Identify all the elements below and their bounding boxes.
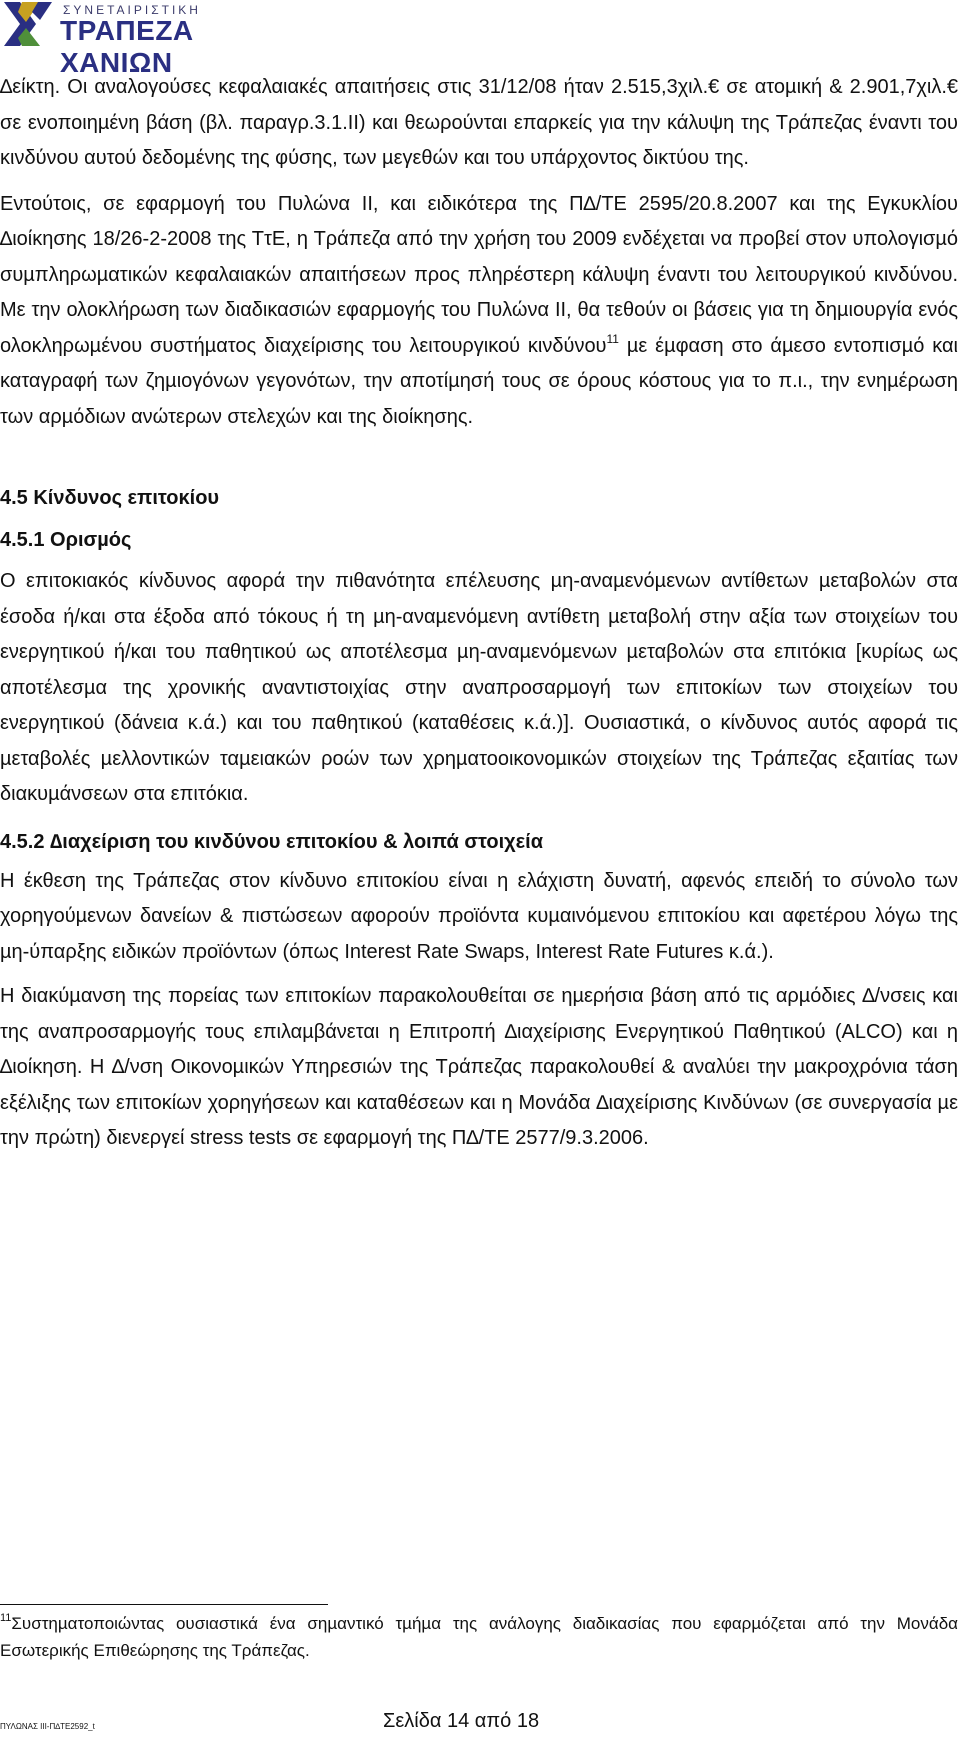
paragraph-capital-requirements: ∆είκτη. Οι αναλογούσες κεφαλαιακές απαιτήσεις στις 31/12/08 ήταν 2.515,3χιλ.€ σε ατοµική & 2.901,7χιλ.€ σε ενοποιηµένη βάση (βλ. παραγρ.3.1.ΙΙ) και θεωρούνται επαρκείς για την κάλυψη της Τράπεζας έναντι του κινδύνου αυτού δεδοµένης της φύσης, των µεγεθών και του υπάρχοντος δικτύου της. [0,76,958,169]
section-heading-interest-rate-risk: 4.5 Κίνδυνος επιτοκίου [0,487,220,509]
document-code: ΠΥΛΩΝΑΣ ΙΙΙ-Π∆ΤΕ2592_t [0,1722,95,1731]
paragraph-pillar-two [0,187,960,436]
footnote-text: Συστηµατοποιώντας ουσιαστικά ένα σηµαντικό τµήµα της ανάλογης διαδικασίας που εφαρµόζεται από την Μονάδα Εσωτερικής Επιθεώρησης της Τράπεζας. [0,1614,958,1660]
paragraph-exposure: Η έκθεση της Τράπεζας στον κίνδυνο επιτοκίου είναι η ελάχιστη δυνατή, αφενός επειδή το σύνολο των χορηγούµενων δανείων & πιστώσεων αφορούν προϊόντα κυµαινόµενου επιτοκίου και αφετέρου λόγω της µη-ύπαρξης ειδικών προϊόντων (όπως Interest Rate Swaps, Interest Rate Futures κ.ά.). [0,869,958,963]
paragraph-definition: Ο επιτοκιακός κίνδυνος αφορά την πιθανότητα επέλευσης µη-αναµενόµενων αντίθετων µεταβολών στα έσοδα ή/και στα έξοδα από τόκους ή τη µη-αναµενόµενη αντίθετη µεταβολή στην αξία των στοιχείων του ενεργητικού ή/και του παθητικού ως αποτέλεσµα µη-αναµενόµενων µεταβολών στα επιτόκια [κυρίως ως αποτέλεσµα της χρονικής αναντιστοιχίας στην αναπροσαρµογή των επιτοκίων των στοιχείων του ενεργητικού (δάνεια κ.ά.) και του παθητικού (καταθέσεις κ.ά.)]. Ουσιαστικά, ο κίνδυνος αυτός αφορά τις µεταβολές µελλοντικών ταµειακών ροών των χρηµατοοικονοµικών στοιχείων της Τράπεζας εξαιτίας των διακυµάνσεων στα επιτόκια. [0,570,958,805]
logo-subtitle: ΣΥΝΕΤΑΙΡΙΣΤΙΚΗ [63,3,201,17]
page-number: Σελίδα 14 από 18 [383,1710,540,1732]
footnote [0,1610,958,1664]
paragraph-pillar-two-text-cont: µε έµφαση στο άµεσο εντοπισµό και καταγραφή των ζηµιογόνων γεγονότων, την αποτίµησή τους σε όρους κόστους για το π.ι., την ενηµέρωση των αρµόδιων ανώτερων στελεχών και της διοίκησης. [0,334,958,428]
footnote-mark: 11 [0,1612,12,1624]
bank-logo [0,0,260,78]
subsection-heading-definition: 4.5.1 Ορισµός [0,529,132,551]
paragraph-pillar-two-text: Εντούτοις, σε εφαρµογή του Πυλώνα ΙΙ, και ειδικότερα της Π∆/ΤΕ 2595/20.8.2007 και της Εγκυκλίου ∆ιοίκησης 18/26-2-2008 της ΤτΕ, η Τράπεζα από την χρήση του 2009 ενδέχεται να προβεί στον υπολογισµό συµπληρωµατικών κεφαλαιακών απαιτήσεων προς πληρέστερη κάλυψη έναντι του λειτουργικού κινδύνου. Με την ολοκλήρωση των διαδικασιών εφαρµογής του Πυλώνα ΙΙ, θα τεθούν οι βάσεις για τη δηµιουργία ενός ολοκληρωµένου συστήµατος διαχείρισης του λειτουργικού κινδύνου [0,192,958,357]
subsection-heading-management: 4.5.2 ∆ιαχείριση του κινδύνου επιτοκίου & λοιπά στοιχεία [0,830,544,853]
footnote-divider [0,1604,328,1605]
paragraph-monitoring: Η διακύµανση της πορείας των επιτοκίων παρακολουθείται σε ηµερήσια βάση από τις αρµόδιες ∆/νσεις και της αναπροσαρµογής τους επιλαµβάνεται η Επιτροπή ∆ιαχείρισης Ενεργητικού Παθητικού (ALCO) και η ∆ιοίκηση. Η ∆/νση Οικονοµικών Υπηρεσιών της Τράπεζας παρακολουθεί & αναλύει την µακροχρόνια τάση εξέλιξης των επιτοκίων χορηγήσεων και καταθέσεων και η Μονάδα ∆ιαχείρισης Κινδύνων (σε συνεργασία µε την πρώτη) διενεργεί stress tests σε εφαρµογή της Π∆/ΤΕ 2577/9.3.2006. [0,985,958,1149]
logo-title: ΤΡΑΠΕΖΑ ΧΑΝΙΩΝ [60,15,194,78]
logo-emblem-icon [0,0,56,50]
document-body [0,70,960,1157]
footnote-reference: 11 [606,331,619,346]
